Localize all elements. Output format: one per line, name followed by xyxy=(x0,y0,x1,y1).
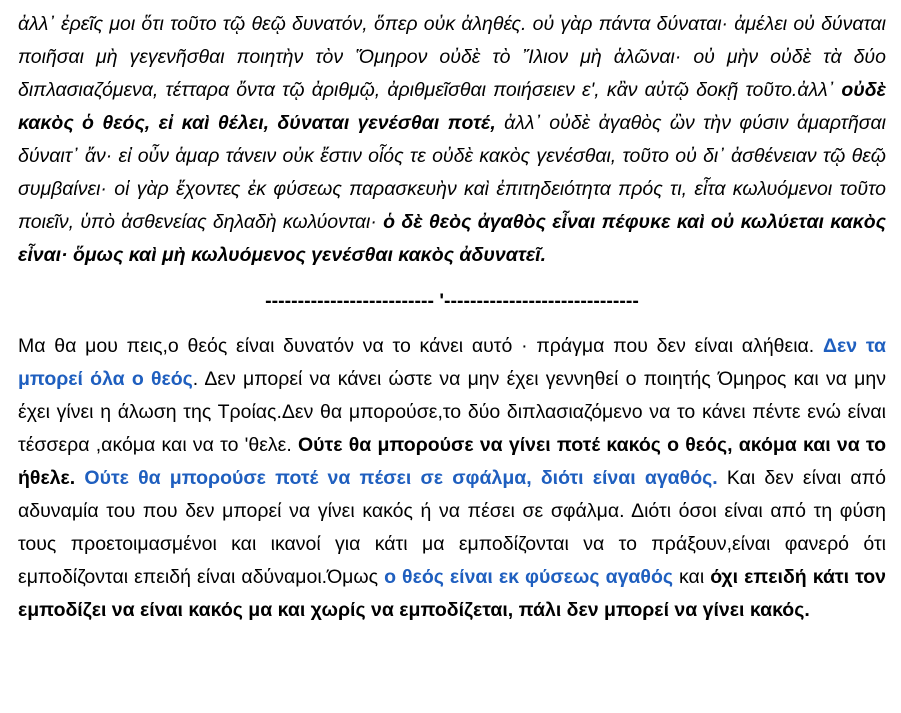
modern-greek-paragraph xyxy=(18,330,886,627)
modern-text-segment: Μα θα μου πεις,ο θεός είναι δυνατόν να το κάνει αυτό · πράγμα που δεν είναι αλήθεια. xyxy=(18,335,823,357)
modern-blue-highlight: Ούτε θα μπορούσε ποτέ να πέσει σε σφάλμα, διότι είναι αγαθός. xyxy=(84,467,718,489)
greek-bold-segment: ὁ δὲ θεὸς ἀγαθὸς εἶναι πέφυκε καὶ οὐ κωλύεται κακὸς εἶναι· ὅμως καὶ μὴ κωλυόμενος γενέσθαι κακὸς ἀδυνατεῖ. xyxy=(18,211,886,266)
modern-text-segment: και xyxy=(673,566,711,588)
section-separator: -------------------------- '------------------------------ xyxy=(265,290,639,312)
modern-text-segment: . Δεν μπορεί να κάνει ώστε να μην έχει γεννηθεί ο ποιητής Όμηρος και να μην έχει γίνει η άλωση της Τροίας.Δεν θα μπορούσε,το δύο διπλασιαζόμενο να το κάνει πέντε ενώ είναι τέσσερα ,ακόμα και να το 'θελε. xyxy=(18,368,886,456)
ancient-greek-paragraph xyxy=(18,8,886,272)
spacer xyxy=(18,318,886,330)
greek-text-segment: ἀλλ᾽ οὐδὲ ἀγαθὸς ὢν τὴν φύσιν ἁμαρτῆσαι δύναιτ᾽ ἄν· εἰ οὖν ἁμαρ τάνειν οὐκ ἔστιν οἷός τε οὐδὲ κακὸς γενέσθαι, τοῦτο οὐ δι᾽ ἀσθένειαν τῷ θεῷ συμβαίνει· οἱ γὰρ ἔχοντες ἐκ φύσεως παρασκευὴν καὶ ἐπιτηδειότητα πρός τι, εἶτα κωλυόμενοι τοῦτο ποιεῖν, ὑπὸ ἀσθενείας δηλαδὴ κωλύονται· xyxy=(18,112,886,233)
spacer xyxy=(18,272,886,285)
modern-blue-highlight: ο θεός είναι εκ φύσεως αγαθός xyxy=(384,566,673,588)
modern-bold-segment: όχι επειδή κάτι τον εμποδίζει να είναι κακός μα και χωρίς να εμποδίζεται, πάλι δεν μπορεί να γίνει κακός. xyxy=(18,566,887,621)
greek-bold-segment: οὐδὲ κακὸς ὁ θεός, εἰ καὶ θέλει, δύναται γενέσθαι ποτέ, xyxy=(18,79,886,134)
greek-text-segment: ἀλλ᾽ ἐρεῖς μοι ὅτι τοῦτο τῷ θεῷ δυνατόν, ὅπερ οὐκ ἀληθές. οὐ γὰρ πάντα δύναται· ἀμέλει οὐ δύναται ποιῆσαι μὴ γεγενῆσθαι ποιητὴν τὸν Ὅμηρον οὐδὲ τὸ Ἴλιον μὴ ἁλῶναι· οὐ μὴν οὐδὲ τὰ δύο διπλασιαζόμενα, τέτταρα ὄντα τῷ ἀριθμῷ, ἀριθμεῖσθαι ποιήσειεν ε', κἂν αὐτῷ δοκῇ τοῦτο.ἀλλ᾽ xyxy=(18,13,886,101)
modern-bold-segment: Ούτε θα μπορούσε να γίνει ποτέ κακός ο θεός, ακόμα και να το ήθελε. xyxy=(18,434,887,489)
document-page xyxy=(18,8,886,627)
modern-blue-highlight: Δεν τα μπορεί όλα ο θεός xyxy=(18,335,886,390)
modern-text-segment: Και δεν είναι από αδυναμία του που δεν μπορεί να γίνει κακός ή να πέσει σε σφάλμα. Διότι όσοι είναι από τη φύση τους προετοιμασμένοι και ικανοί για κάτι μα εμποδίζονται να το πράξουν,είναι φανερό ότι εμποδίζονται επειδή είναι αδύναμοι.Όμως xyxy=(18,467,887,588)
